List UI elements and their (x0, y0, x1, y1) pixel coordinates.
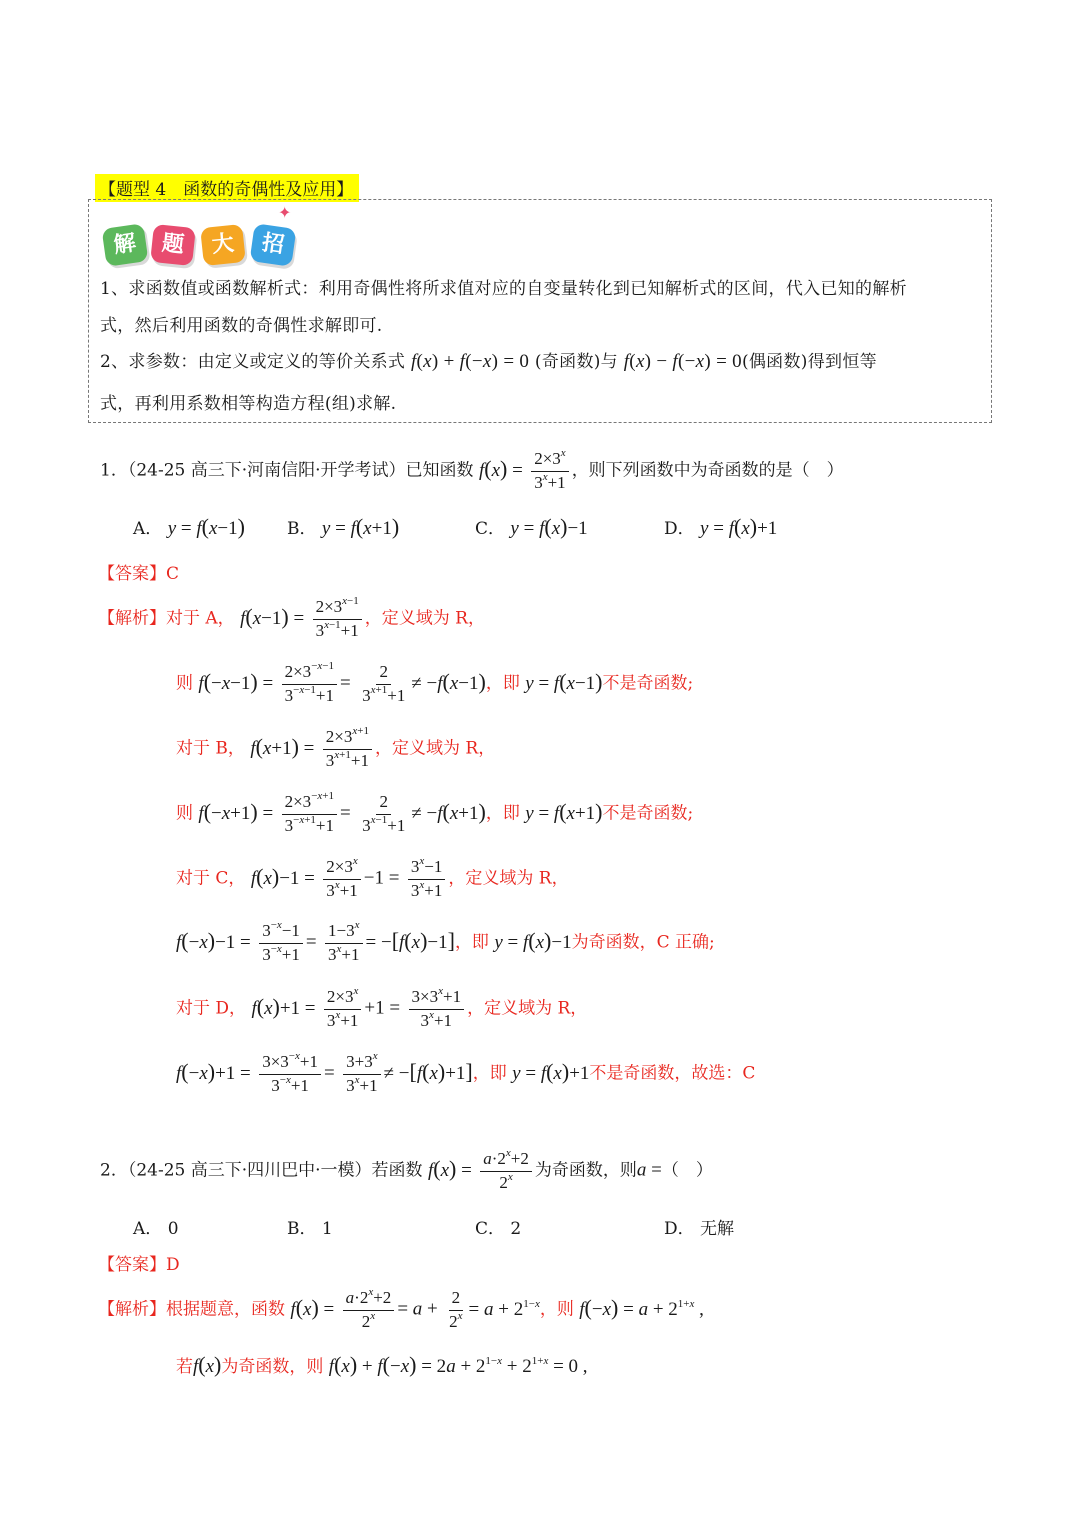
q1-analysis-a2: 则 f(−x−1) = $\frac{2\times 3^{-x-1}}{3^{-x-1}+1}$ = $\frac{2}{3^{x+1}+1}$ ≠ −f(x−1)，即 y = f(x−1)不是奇函数; (176, 659, 694, 705)
q2-stem: 2．（24-25 高三下·四川巴中·一模）若函数 f(x) = $\frac{a\cdot 2^x+2}{2^x}$ 为奇函数，则a =（ ） (100, 1146, 713, 1192)
q1-option-d[interactable]: D． y = f(x)+1 (664, 514, 778, 539)
badge-char-1: 解 (102, 223, 149, 266)
sparkle-icon: ✦ (278, 203, 292, 222)
q1-analysis-b2: 则 f(−x+1) = $\frac{2\times 3^{-x+1}}{3^{-x+1}+1}$ = $\frac{2}{3^{x-1}+1}$ ≠ −f(x+1)，即 y = f(x+1)不是奇函数; (176, 789, 694, 835)
tip2-line2: 式，再利用系数相等构造方程(组)求解. (100, 394, 397, 414)
q2-option-b[interactable]: B． 1 (287, 1219, 333, 1239)
q1-analysis-d1: 对于 D， f(x)+1 = $\frac{2\times 3^x}{3^x+1}$ +1 = $\frac{3\times 3^x+1}{3^x+1}$ ，定义域为 R， (176, 984, 588, 1030)
q1-analysis-c2: f(−x)−1 = $\frac{3^{-x}-1}{3^{-x}+1}$ = $\frac{1-3^x}{3^x+1}$ = −[f(x)−1]，即 y = f(x)−1为奇函数，C 正确; (176, 918, 715, 964)
section-heading: 【题型 4 函数的奇偶性及应用】 (95, 174, 359, 202)
badge-char-4: 招 (250, 223, 297, 266)
q1-answer: 【答案】C (98, 564, 180, 584)
q1-analysis-c1: 对于 C， f(x)−1 = $\frac{2\times 3^x}{3^x+1}$ −1 = $\frac{3^x-1}{3^x+1}$ ，定义域为 R， (176, 854, 569, 900)
q1-stem: 1．（24-25 高三下·河南信阳·开学考试）已知函数 f(x) = $\frac{2\times 3^x}{3^x+1}$ ，则下列函数中为奇函数的是（ ） (100, 446, 844, 492)
q2-analysis-1: 【解析】根据题意，函数 f(x) = $\frac{a\cdot 2^x+2}{2^x}$ = a + $\frac{2}{2^x}$ = $a + 2^{1-x}$，则 $f(-x) = a + 2^{1+x}$ , (98, 1285, 704, 1331)
q2-option-c[interactable]: C． 2 (475, 1219, 522, 1239)
q1-option-b[interactable]: B． y = f(x+1) (287, 514, 400, 539)
q2-answer: 【答案】D (98, 1255, 180, 1275)
q2-analysis-2: 若f(x)为奇函数，则 $f(x) + f(-x) = 2a + 2^{1-x} + 2^{1+x} = 0$ , (176, 1352, 588, 1377)
badge-char-2: 题 (150, 224, 196, 266)
tip1-line1: 1、求函数值或函数解析式：利用奇偶性将所求值对应的自变量转化到已知解析式的区间，代入已知的解析 (100, 279, 907, 299)
badge-char-3: 大 (200, 224, 246, 266)
q2-option-d[interactable]: D． 无解 (664, 1219, 735, 1239)
q1-analysis-a1: 【解析】对于 A， f(x−1) = $\frac{2\times 3^{x-1}}{3^{x-1}+1}$ ，定义域为 R， (98, 594, 485, 640)
q2-option-a[interactable]: A． 0 (133, 1219, 179, 1239)
tip1-line2: 式，然后利用函数的奇偶性求解即可. (100, 316, 383, 336)
q1-analysis-b1: 对于 B， f(x+1) = $\frac{2\times 3^{x+1}}{3^{x+1}+1}$ ，定义域为 R， (176, 724, 496, 770)
q1-option-c[interactable]: C． y = f(x)−1 (475, 514, 588, 539)
q1-analysis-d2: f(−x)+1 = $\frac{3\times 3^{-x}+1}{3^{-x}+1}$ = $\frac{3+3^x}{3^x+1}$ ≠ −[f(x)+1]，即 y = f(x)+1不是奇函数，故选：C (176, 1049, 756, 1095)
q1-option-a[interactable]: A． y = f(x−1) (133, 514, 245, 539)
tip2-line1: 2、求参数：由定义或定义的等价关系式 f(x) + f(−x) = 0 (奇函数)与 f(x) − f(−x) = 0(偶函数)得到恒等 (100, 351, 877, 372)
